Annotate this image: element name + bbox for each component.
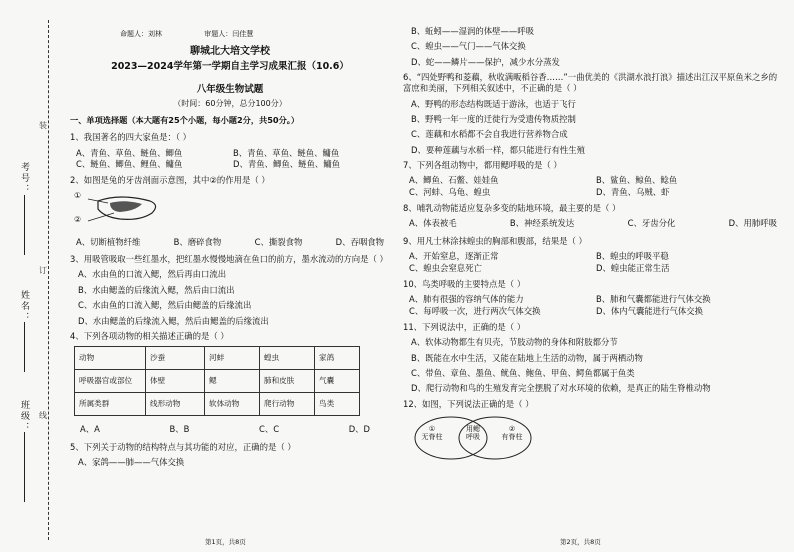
- option: D、青鱼、鲫鱼、鲢鱼、鳙鱼: [233, 159, 340, 170]
- option: C、河蚌、乌龟、蝗虫: [409, 186, 491, 197]
- option: C、牙齿分化: [627, 218, 676, 229]
- option: C、撕裂食物: [254, 236, 303, 247]
- option: D、蛇——鳞片——保护，减少水分蒸发: [411, 56, 560, 67]
- exam-number-label: 考号：: [19, 162, 29, 195]
- option: C、莲藕和水稻都不会自我进行营养物合成: [411, 129, 568, 140]
- table-cell: 河蚌: [205, 347, 260, 370]
- table-cell: 沙蚕: [146, 347, 205, 370]
- table-cell: 家鸽: [315, 347, 360, 370]
- option: B、蚯蚓——湿润的体壁——呼吸: [411, 26, 534, 36]
- question-9: 9、用凡士林涂抹蝗虫的胸部和腹部，结果是（ ）: [403, 235, 587, 246]
- question-12: 12、如图，下列说法正确的是（ ）: [403, 398, 534, 409]
- section-heading: 一、单项选择题（本大题有25个小题，每小题2分，共50分。）: [70, 115, 300, 126]
- subject-title: 八年级生物试题: [196, 83, 264, 95]
- option: A、开始窒息，逐渐正常: [409, 251, 499, 262]
- option: B、B: [169, 424, 190, 435]
- option: C、C: [259, 424, 280, 435]
- tooth-diagram: [80, 191, 170, 231]
- option: D、吞咽食物: [335, 236, 384, 247]
- venn-left-label: ① 无脊柱: [421, 424, 443, 441]
- school-name: 聊城北大培文学校: [190, 46, 270, 58]
- question-1: 1、我国著名的四大家鱼是：（ ）: [70, 132, 192, 143]
- option: B、蝗虫的呼吸平稳: [596, 251, 669, 262]
- option: A、水由鱼的口流入鳃，然后再由口流出: [78, 269, 227, 280]
- question-5: 5、下列关于动物的结构特点与其功能的对应，正确的是（ ）: [70, 441, 296, 452]
- name-line: [24, 322, 25, 372]
- question-10: 10、鸟类呼吸的主要特点是（ ）: [403, 278, 526, 289]
- table-row: [75, 393, 360, 416]
- question-3: 3、用吸管吸取一些红墨水，把红墨水慢慢地滴在鱼口的前方，墨水流动的方向是（ ）: [70, 254, 388, 265]
- table-cell: 肺和皮肤: [260, 370, 315, 393]
- table-cell: 线形动物: [146, 393, 205, 416]
- option: B、神经系统发达: [509, 218, 575, 229]
- class-label: 班级：: [19, 400, 29, 433]
- table-row: [75, 347, 360, 370]
- option: B、青鱼、草鱼、鲢鱼、鳙鱼: [233, 147, 340, 158]
- option: B、肺和气囊都能进行气体交换: [596, 294, 711, 305]
- option: B、野鸭一年一度的迁徙行为受遗传物质控制: [411, 114, 576, 125]
- option: B、磨碎食物: [173, 236, 222, 247]
- table-cell: 所属类群: [75, 393, 146, 416]
- option: D、青鱼、乌贼、虾: [596, 186, 670, 197]
- venn-center-label: 用鳃 呼吸: [466, 424, 480, 441]
- binding-mark: 线: [39, 411, 47, 420]
- question-2: 2、如图是兔的牙齿剖面示意图，其中②的作用是（ ）: [70, 175, 270, 186]
- option: A、野鸭的形态结构既适于游泳，也适于飞行: [411, 98, 576, 109]
- table-cell: 体壁: [146, 370, 205, 393]
- option: A、鲫鱼、石鳖、娃娃鱼: [409, 175, 499, 186]
- option: B、既能在水中生活，又能在陆地上生活的动物，属于两栖动物: [411, 352, 643, 363]
- table-cell: 气囊: [315, 370, 360, 393]
- venn-diagram: [409, 414, 783, 462]
- option: D、水由鳃盖的后缘流入鳃，然后由鳃盖的后缘流出: [78, 315, 269, 326]
- cut-line: [48, 20, 49, 540]
- table-cell: 鳃: [205, 370, 260, 393]
- table-cell: 鸟类: [315, 393, 360, 416]
- question-4-options: [80, 424, 370, 435]
- table-cell: 软体动物: [205, 393, 260, 416]
- option: A、切断植物纤维: [76, 236, 141, 247]
- page-footer-right: 第2页，共8页: [560, 538, 601, 546]
- binding-mark: 装: [39, 121, 47, 130]
- question-1-options: [76, 148, 390, 171]
- question-10-options: [409, 294, 783, 317]
- exam-title: 2023—2024学年第一学期自主学习成果汇报（10.6）: [111, 60, 349, 72]
- venn-right-label: ② 有脊柱: [501, 424, 523, 441]
- animal-table: [74, 346, 360, 416]
- name-label: 姓名：: [19, 290, 29, 323]
- question-9-options: [409, 251, 783, 274]
- option: D、D: [348, 424, 370, 435]
- option: A、A: [80, 424, 100, 435]
- option: D、要种莲藕与水稻一样，都只能进行有性生殖: [411, 144, 585, 155]
- figure-label-2: ②: [74, 214, 82, 224]
- question-6: 6、“四处野鸭和菱藕，秋收满畈稻谷香……”一曲优美的《洪湖水浪打浪》描述出江汉平原鱼米之乡的富庶和美丽，下列相关叙述中，不正确的是（ ）: [403, 72, 778, 94]
- question-7: 7、下列各组动物中，都用鳃呼吸的是（ ）: [403, 160, 562, 171]
- exam-number-line: [24, 195, 25, 255]
- question-8-options: [409, 218, 777, 229]
- question-11: 11、下列说法中，正确的是（ ）: [403, 321, 526, 332]
- option: C、蝗虫——气门——气体交换: [411, 41, 526, 52]
- credits: [120, 30, 390, 39]
- question-7-options: [409, 175, 783, 198]
- rabbit-teeth-figure: [74, 190, 390, 231]
- table-cell: 动物: [75, 347, 146, 370]
- option: B、鲨鱼、鲸鱼、鲶鱼: [596, 175, 678, 186]
- question-8: 8、哺乳动物能适应复杂多变的陆地环境，最主要的是（ ）: [403, 203, 621, 214]
- option: C、带鱼、章鱼、墨鱼、鱿鱼、鲍鱼、甲鱼、鳄鱼都属于鱼类: [411, 367, 635, 378]
- option: D、爬行动物和鸟的生殖发育完全摆脱了对水环境的依赖，是真正的陆生脊椎动物: [411, 383, 711, 394]
- option: A、家鸽——肺——气体交换: [78, 456, 185, 467]
- option: A、软体动物都生有贝壳，节肢动物的身体和附肢都分节: [411, 337, 618, 348]
- binding-margin: [0, 0, 62, 552]
- table-cell: 呼吸器官或部位: [75, 370, 146, 393]
- option: A、肺有很强的容纳气体的能力: [409, 294, 524, 305]
- table-cell: 蝗虫: [260, 347, 315, 370]
- option: C、鲢鱼、鲫鱼、鲤鱼、鳙鱼: [76, 159, 183, 170]
- option: D、体内气囊能进行气体交换: [596, 305, 703, 316]
- option: C、水由鱼的口流入鳃，然后由鳃盖的后缘流出: [78, 300, 252, 311]
- option: D、用肺呼吸: [728, 218, 777, 229]
- table-row: [75, 370, 360, 393]
- option: C、蝗虫会窒息死亡: [409, 262, 482, 273]
- class-line: [24, 432, 25, 502]
- time-info: （时间：60分钟，总分100分）: [173, 98, 287, 108]
- question-2-options: [76, 237, 384, 248]
- option: A、体表被毛: [409, 218, 457, 229]
- binding-mark: 订: [39, 266, 47, 275]
- reviewer: 审题人：闫佳慧: [204, 30, 254, 38]
- option: C、每呼吸一次，进行两次气体交换: [409, 305, 541, 316]
- author: 命题人：刘林: [120, 30, 162, 38]
- right-column: [403, 26, 783, 462]
- option: D、蝗虫能正常生活: [596, 262, 670, 273]
- left-column: [70, 30, 390, 472]
- question-4: 4、下列各项动物的相关描述正确的是（ ）: [70, 330, 229, 341]
- table-cell: 爬行动物: [260, 393, 315, 416]
- option: B、水由鳃盖的后缘流入鳃，然后由口流出: [78, 284, 235, 295]
- page-footer-left: 第1页，共8页: [205, 538, 246, 546]
- option: A、青鱼、草鱼、鲢鱼、鲫鱼: [76, 147, 183, 158]
- figure-label-1: ①: [74, 190, 82, 200]
